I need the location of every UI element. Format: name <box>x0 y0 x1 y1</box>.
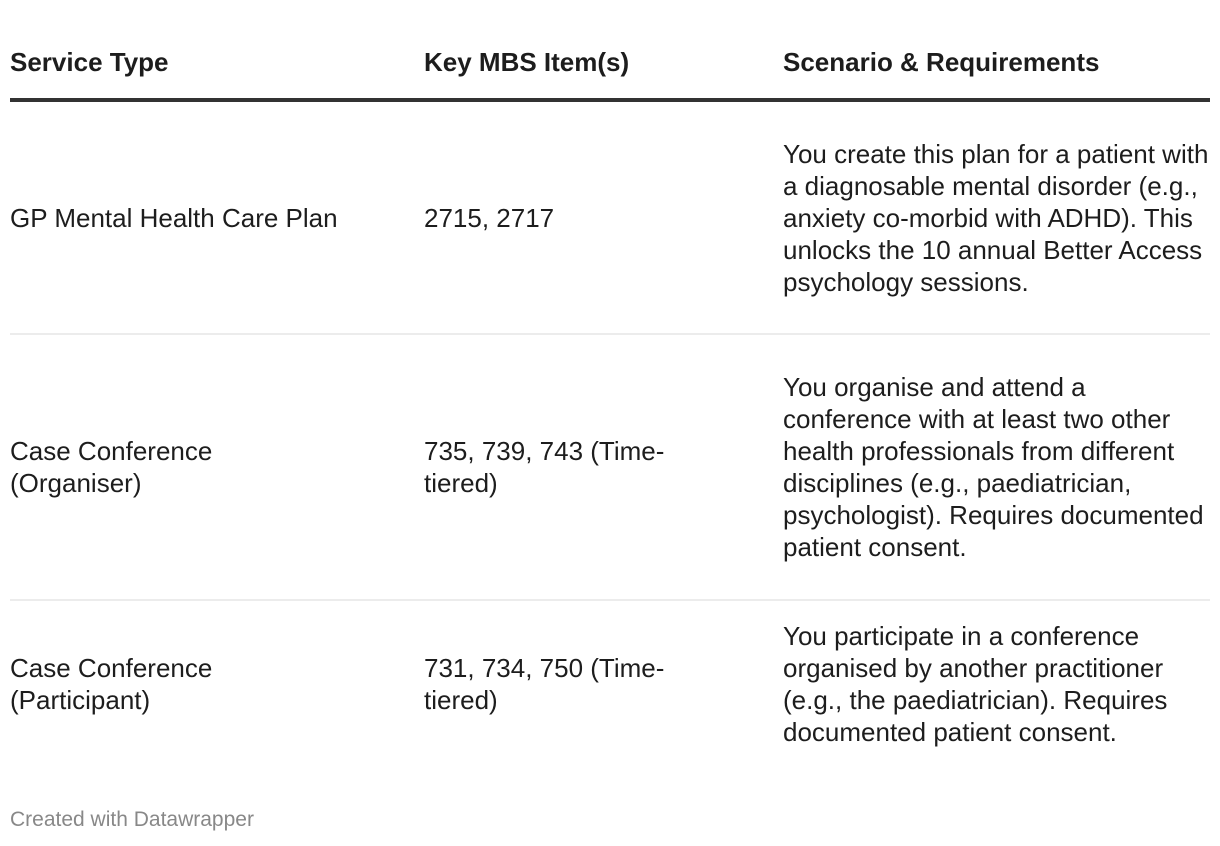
table-row <box>10 335 1210 601</box>
header-service-type: Service Type <box>10 47 169 77</box>
header-scenario-requirements: Scenario & Requirements <box>783 47 1100 77</box>
service-type-cell: GP Mental Health Care Plan <box>10 202 338 233</box>
mbs-table <box>10 0 1210 766</box>
mbs-items-cell: 731, 734, 750 (Time-tiered) <box>424 652 665 715</box>
table-header <box>10 0 1210 102</box>
datawrapper-credit[interactable]: Created with Datawrapper <box>10 808 254 831</box>
header-key-mbs-items: Key MBS Item(s) <box>424 47 630 77</box>
mbs-items-cell: 735, 739, 743 (Time-tiered) <box>424 436 665 498</box>
table-row <box>10 102 1210 335</box>
service-type-cell: Case Conference (Organiser) <box>10 436 213 498</box>
table-row <box>10 601 1210 766</box>
scenario-cell: You organise and attend a conference with at least two other health professionals from different disciplines (e.g., paediatrician, psychologist). Requires documented patient consent. <box>783 372 1204 562</box>
scenario-cell: You create this plan for a patient with a diagnosable mental disorder (e.g., anxiety co-morbid with ADHD). This unlocks the 10 annual Better Access psychology sessions. <box>783 138 1209 297</box>
service-type-cell: Case Conference (Participant) <box>10 652 213 715</box>
scenario-cell: You participate in a conference organised by another practitioner (e.g., the paediatrician). Requires documented patient consent. <box>783 620 1168 747</box>
mbs-items-cell: 2715, 2717 <box>424 202 555 233</box>
